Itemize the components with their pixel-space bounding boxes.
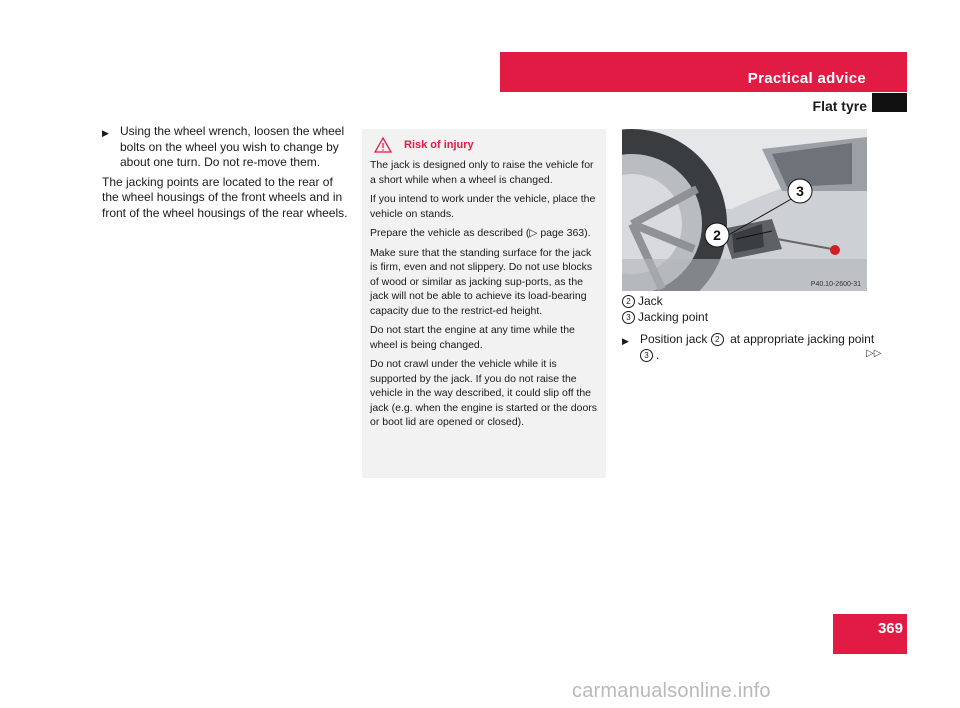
bullet-arrow-icon: ▶ <box>622 336 629 346</box>
legend-label: Jack <box>638 294 663 308</box>
warning-title: Risk of injury <box>404 138 474 151</box>
jack-illustration <box>622 129 867 291</box>
section-subtitle: Flat tyre <box>812 98 867 114</box>
warning-header <box>370 136 598 154</box>
legend-number: 3 <box>622 311 635 324</box>
callout-2: 2 <box>713 227 721 243</box>
inline-number: 2 <box>711 333 724 346</box>
warning-paragraph: Do not start the engine at any time while the wheel is being changed. <box>370 324 575 351</box>
continue-marker-icon: ▷▷ <box>866 348 882 359</box>
bullet-arrow-icon: ▶ <box>102 128 109 138</box>
jacking-points-paragraph: The jacking points are located to the rear of the wheel housings of the front wheels and in front of the wheel housings of the rear wheels. <box>102 174 348 220</box>
instruction-bullet <box>102 124 352 171</box>
warning-triangle-icon <box>374 137 392 153</box>
legend-number: 2 <box>622 295 635 308</box>
instruction-suffix: . <box>656 347 660 362</box>
section-title: Practical advice <box>747 70 866 87</box>
legend-label: Jacking point <box>638 309 709 324</box>
callout-3: 3 <box>796 183 804 199</box>
page-number: 369 <box>877 620 903 637</box>
instruction-text: Using the wheel wrench, loosen the wheel bolts on the wheel you wish to change by about one turn. Do not re-move them. <box>120 124 345 169</box>
jack-photo <box>622 129 867 291</box>
warning-paragraph: The jack is designed only to raise the vehicle for a short while when a wheel is changed. <box>370 159 594 186</box>
legend-item <box>622 310 892 326</box>
inline-number: 3 <box>640 349 653 362</box>
header-marker <box>872 93 907 112</box>
position-jack-instruction <box>622 332 892 363</box>
warning-paragraph: Do not crawl under the vehicle while it is supported by the jack. If you do not raise the vehicle in the way described, it could slip off the jack (e.g. when the engine is started or the doors or boot lid are opened or closed). <box>370 358 598 428</box>
warning-paragraph: Make sure that the standing surface for the jack is firm, even and not slippery. Do not use blocks of wood or similar as jacking sup-ports, as the jack will not be able to achieve its load-bearing capacity due to the restrict-ed height. <box>370 246 593 317</box>
warning-box <box>362 129 606 478</box>
instruction-middle: at appropriate jacking point <box>730 332 875 346</box>
legend-item <box>622 294 892 310</box>
left-column <box>102 124 352 221</box>
warning-paragraph: If you intend to work under the vehicle, place the vehicle on stands. <box>370 193 596 220</box>
watermark: carmanualsonline.info <box>572 680 771 702</box>
figure-code: P40.10-2600-31 <box>810 281 861 288</box>
instruction-prefix: Position jack <box>640 332 708 346</box>
instruction-text <box>640 332 892 363</box>
legend <box>622 294 892 363</box>
warning-paragraph: Prepare the vehicle as described (▷ page 363). <box>370 227 591 239</box>
